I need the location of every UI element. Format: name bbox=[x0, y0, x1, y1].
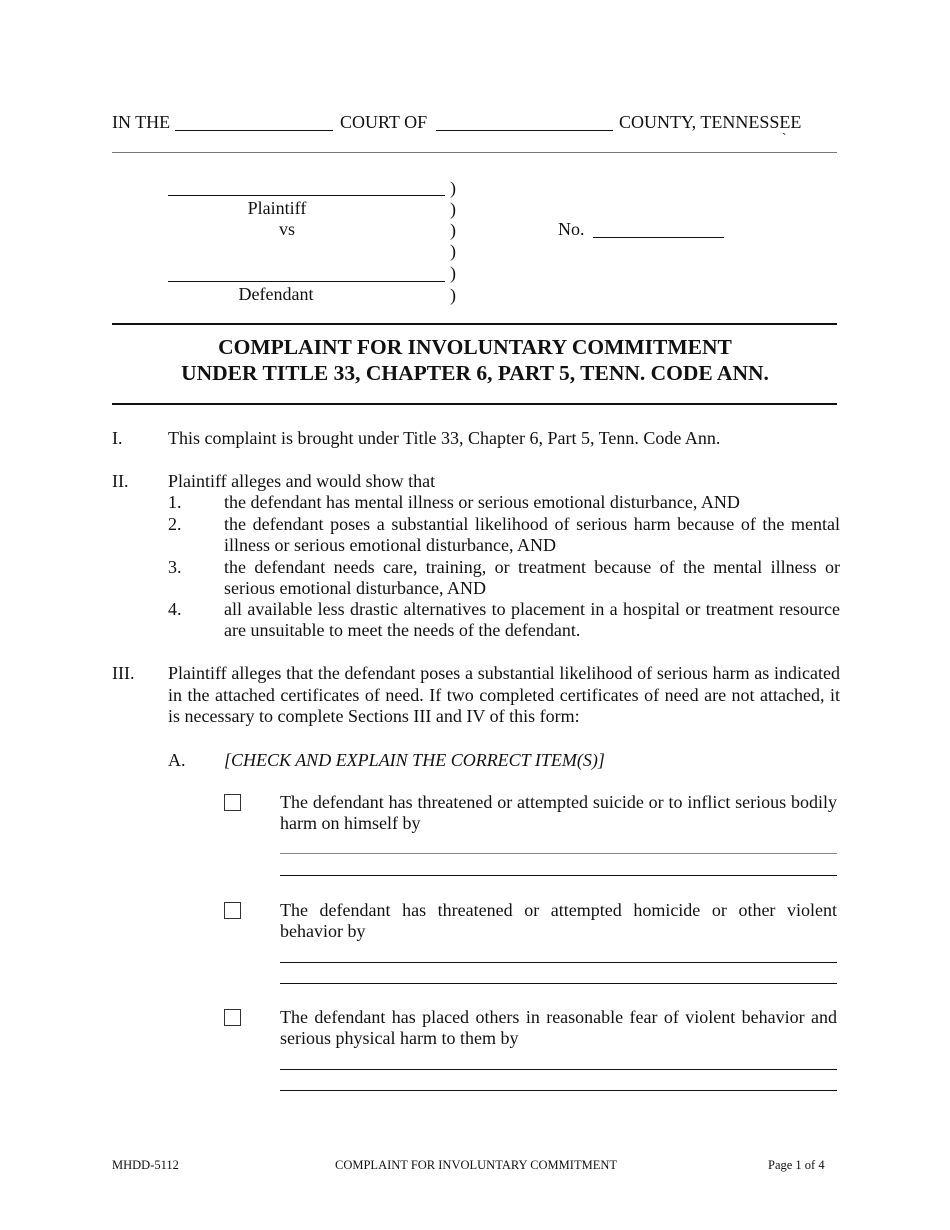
header-county-state: COUNTY, TENNESSEE bbox=[619, 112, 802, 132]
fear-of-violence-checkbox[interactable] bbox=[224, 1009, 241, 1026]
header-in-the: IN THE bbox=[112, 112, 171, 132]
explanation-line[interactable] bbox=[280, 875, 837, 876]
subsection-label: A. bbox=[168, 750, 186, 770]
section-intro: Plaintiff alleges and would show that bbox=[168, 471, 436, 491]
list-number: 1. bbox=[168, 492, 182, 512]
homicide-violence-checkbox[interactable] bbox=[224, 902, 241, 919]
explanation-line[interactable] bbox=[280, 983, 837, 984]
option-text: The defendant has placed others in reasonable fear of violent behavior and serious physical harm to them by bbox=[280, 1007, 837, 1048]
section-text: This complaint is brought under Title 33, Chapter 6, Part 5, Tenn. Code Ann. bbox=[168, 428, 721, 448]
case-number-blank[interactable] bbox=[593, 237, 724, 238]
title-bottom-rule bbox=[112, 403, 837, 405]
list-number: 3. bbox=[168, 557, 182, 577]
caption-paren: ) bbox=[450, 199, 456, 219]
section-number: II. bbox=[112, 471, 129, 491]
header-rule bbox=[112, 152, 837, 153]
county-name-blank[interactable] bbox=[436, 130, 613, 131]
document-title-line2: UNDER TITLE 33, CHAPTER 6, PART 5, TENN. CODE ANN. bbox=[181, 361, 769, 385]
plaintiff-name-blank[interactable] bbox=[168, 195, 445, 196]
list-item: all available less drastic alternatives to placement in a hospital or treatment resource are unsuitable to meet the needs of the defendant. bbox=[224, 599, 840, 640]
document-title-line1: COMPLAINT FOR INVOLUNTARY COMMITMENT bbox=[218, 335, 732, 359]
list-item: the defendant poses a substantial likelihood of serious harm because of the mental illness or serious emotional disturbance, AND bbox=[224, 514, 840, 555]
caption-paren: ) bbox=[450, 241, 456, 261]
case-number-label: No. bbox=[558, 219, 585, 239]
footer-page-number: Page 1 of 4 bbox=[768, 1158, 825, 1172]
defendant-label: Defendant bbox=[238, 284, 314, 304]
section-number: I. bbox=[112, 428, 123, 448]
title-top-rule bbox=[112, 323, 837, 325]
explanation-line[interactable] bbox=[280, 853, 837, 854]
explanation-line[interactable] bbox=[280, 962, 837, 963]
suicide-harm-checkbox[interactable] bbox=[224, 794, 241, 811]
explanation-line[interactable] bbox=[280, 1069, 837, 1070]
caption-paren: ) bbox=[450, 220, 456, 240]
explanation-line[interactable] bbox=[280, 1090, 837, 1091]
court-name-blank[interactable] bbox=[175, 130, 333, 131]
list-number: 4. bbox=[168, 599, 182, 619]
plaintiff-label: Plaintiff bbox=[247, 198, 307, 218]
caption-paren: ) bbox=[450, 263, 456, 283]
vs-label: vs bbox=[278, 219, 295, 239]
header-court-of: COURT OF bbox=[340, 112, 428, 132]
caption-paren: ) bbox=[450, 285, 456, 305]
stray-mark: ` bbox=[782, 130, 787, 145]
option-text: The defendant has threatened or attempted suicide or to inflict serious bodily harm on himself by bbox=[280, 792, 837, 833]
list-item: the defendant needs care, training, or treatment because of the mental illness or serious emotional disturbance, AND bbox=[224, 557, 840, 598]
subsection-instruction: [CHECK AND EXPLAIN THE CORRECT ITEM(S)] bbox=[224, 750, 605, 770]
list-number: 2. bbox=[168, 514, 182, 534]
option-text: The defendant has threatened or attempted homicide or other violent behavior by bbox=[280, 900, 837, 941]
caption-paren: ) bbox=[450, 178, 456, 198]
footer-form-id: MHDD-5112 bbox=[112, 1158, 179, 1172]
footer-form-title: COMPLAINT FOR INVOLUNTARY COMMITMENT bbox=[335, 1158, 617, 1172]
defendant-name-blank[interactable] bbox=[168, 281, 445, 282]
list-item: the defendant has mental illness or serious emotional disturbance, AND bbox=[224, 492, 740, 512]
section-text: Plaintiff alleges that the defendant poses a substantial likelihood of serious harm as indicated in the attached certificates of need. If two completed certificates of need are not attached, it is necessary to complete Sections III and IV of this form: bbox=[168, 663, 840, 726]
section-number: III. bbox=[112, 663, 135, 683]
